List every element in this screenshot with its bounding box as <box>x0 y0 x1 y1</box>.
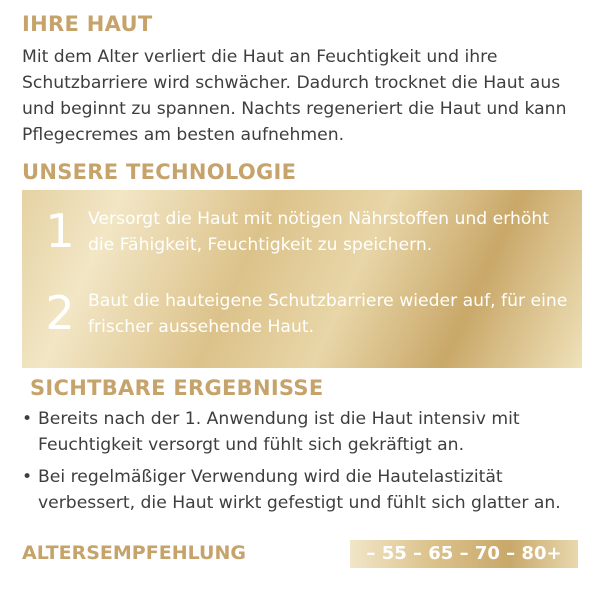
technology-number-1: 1 <box>45 204 75 258</box>
bullet-icon: • <box>22 467 33 487</box>
technology-text-2: Baut die hauteigene Schutzbarriere wieder auf, für eine frischer aussehende Haut. <box>88 291 568 337</box>
results-list <box>22 406 582 522</box>
paragraph-ihre-haut: Mit dem Alter verliert die Haut an Feuchtigkeit und ihre Schutzbarriere wird schwächer. Dadurch trocknet die Haut aus und beginnt zu spannen. Nachts regeneriert die Haut und kann Pflegecremes am besten aufnehmen. <box>22 47 567 145</box>
age-recommendation-values: – 55 – 65 – 70 – 80+ <box>350 540 578 568</box>
bullet-icon: • <box>22 409 33 429</box>
technology-text-1: Versorgt die Haut mit nötigen Nährstoffen und erhöht die Fähigkeit, Feuchtigkeit zu speichern. <box>88 209 550 255</box>
results-text-1: Bereits nach der 1. Anwendung ist die Haut intensiv mit Feuchtigkeit versorgt und fühlt sich gekräftigt an. <box>38 409 520 455</box>
age-recommendation-label: ALTERSEMPFEHLUNG <box>22 542 246 564</box>
age-recommendation <box>22 540 578 570</box>
heading-ihre-haut: IHRE HAUT <box>22 12 153 36</box>
results-list-item <box>22 464 582 516</box>
results-text-2: Bei regelmäßiger Verwendung wird die Hautelastizität verbessert, die Haut wirkt gefestigt und fühlt sich glatter an. <box>38 467 561 513</box>
heading-sichtbare-ergebnisse: SICHTBARE ERGEBNISSE <box>30 376 324 400</box>
technology-number-2: 2 <box>45 286 75 340</box>
heading-unsere-technologie: UNSERE TECHNOLOGIE <box>22 160 297 184</box>
technology-panel <box>22 190 582 368</box>
results-list-item <box>22 406 582 458</box>
